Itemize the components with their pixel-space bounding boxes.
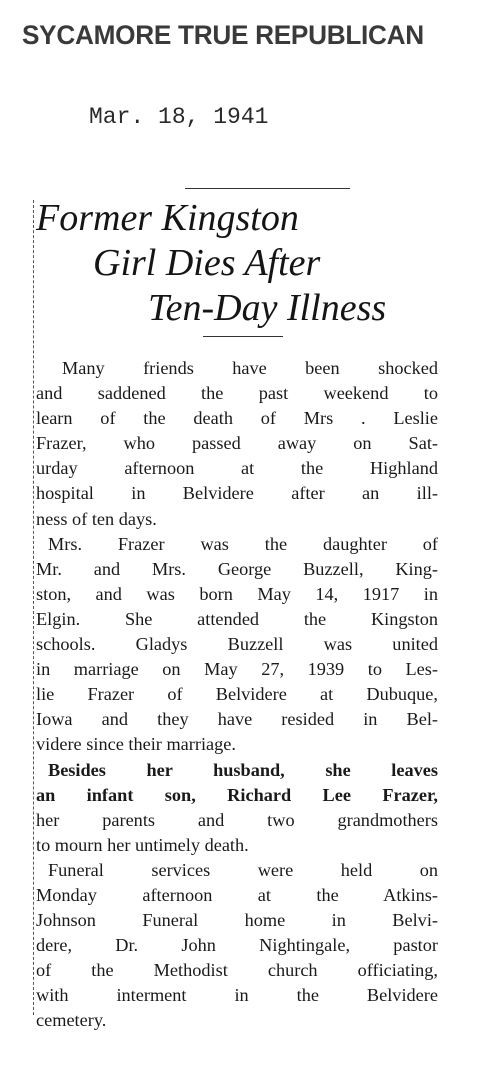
paragraph-1-line-1: Many friends have been shocked: [62, 358, 438, 378]
headline-divider-rule: [203, 336, 283, 337]
paragraph-4-line-1: Funeral services were held on: [48, 859, 438, 880]
article-body: [36, 356, 438, 1034]
paragraph-4-line-4: dere, Dr. John Nightingale, pastor: [36, 935, 438, 956]
paragraph-4-line-2: Monday afternoon at the Atkins-: [36, 884, 438, 905]
paragraph-2-line-9: videre since their marriage.: [36, 734, 236, 755]
newspaper-masthead: SYCAMORE TRUE REPUBLICAN: [22, 20, 424, 50]
headline-line-2: Girl Dies After: [93, 242, 321, 284]
paragraph-4-line-3: Johnson Funeral home in Belvi-: [36, 910, 438, 931]
headline-line-1: Former Kingston: [36, 197, 299, 239]
paragraph-3-line-2: an infant son, Richard Lee Frazer,: [36, 784, 438, 805]
top-divider-rule: [185, 188, 350, 189]
paragraph-2-line-3: ston, and was born May 14, 1917 in: [36, 583, 438, 604]
article-headline: [36, 196, 446, 331]
paragraph-2-line-4: Elgin. She attended the Kingston: [36, 608, 438, 629]
paragraph-2-line-1: Mrs. Frazer was the daughter of: [48, 533, 438, 554]
paragraph-1-line-5: urday afternoon at the Highland: [36, 458, 438, 479]
headline-line-3: Ten-Day Illness: [148, 287, 387, 329]
paragraph-4-line-6: with interment in the Belvidere: [36, 985, 438, 1006]
paragraph-3-line-3: her parents and two grandmothers: [36, 809, 438, 830]
paragraph-2-line-8: Iowa and they have resided in Bel-: [36, 709, 438, 730]
publication-date: Mar. 18, 1941: [89, 104, 269, 130]
paragraph-1-line-2: and saddened the past weekend to: [36, 383, 438, 404]
paragraph-1-line-3: learn of the death of Mrs . Leslie: [36, 408, 438, 429]
paragraph-3-line-1: Besides her husband, she leaves: [48, 759, 438, 780]
column-edge-line: [33, 200, 34, 1015]
paragraph-1-line-4: Frazer, who passed away on Sat-: [36, 433, 438, 454]
paragraph-2-line-2: Mr. and Mrs. George Buzzell, King-: [36, 558, 438, 579]
paragraph-2-line-5: schools. Gladys Buzzell was united: [36, 634, 438, 655]
paragraph-4-line-7: cemetery.: [36, 1010, 107, 1031]
paragraph-3-line-4: to mourn her untimely death.: [36, 834, 249, 855]
paragraph-2-line-7: lie Frazer of Belvidere at Dubuque,: [36, 684, 438, 705]
paragraph-1-line-7: ness of ten days.: [36, 508, 157, 529]
paragraph-4-line-5: of the Methodist church officiating,: [36, 960, 438, 981]
paragraph-2-line-6: in marriage on May 27, 1939 to Les-: [36, 659, 438, 680]
paragraph-1-line-6: hospital in Belvidere after an ill-: [36, 483, 438, 504]
